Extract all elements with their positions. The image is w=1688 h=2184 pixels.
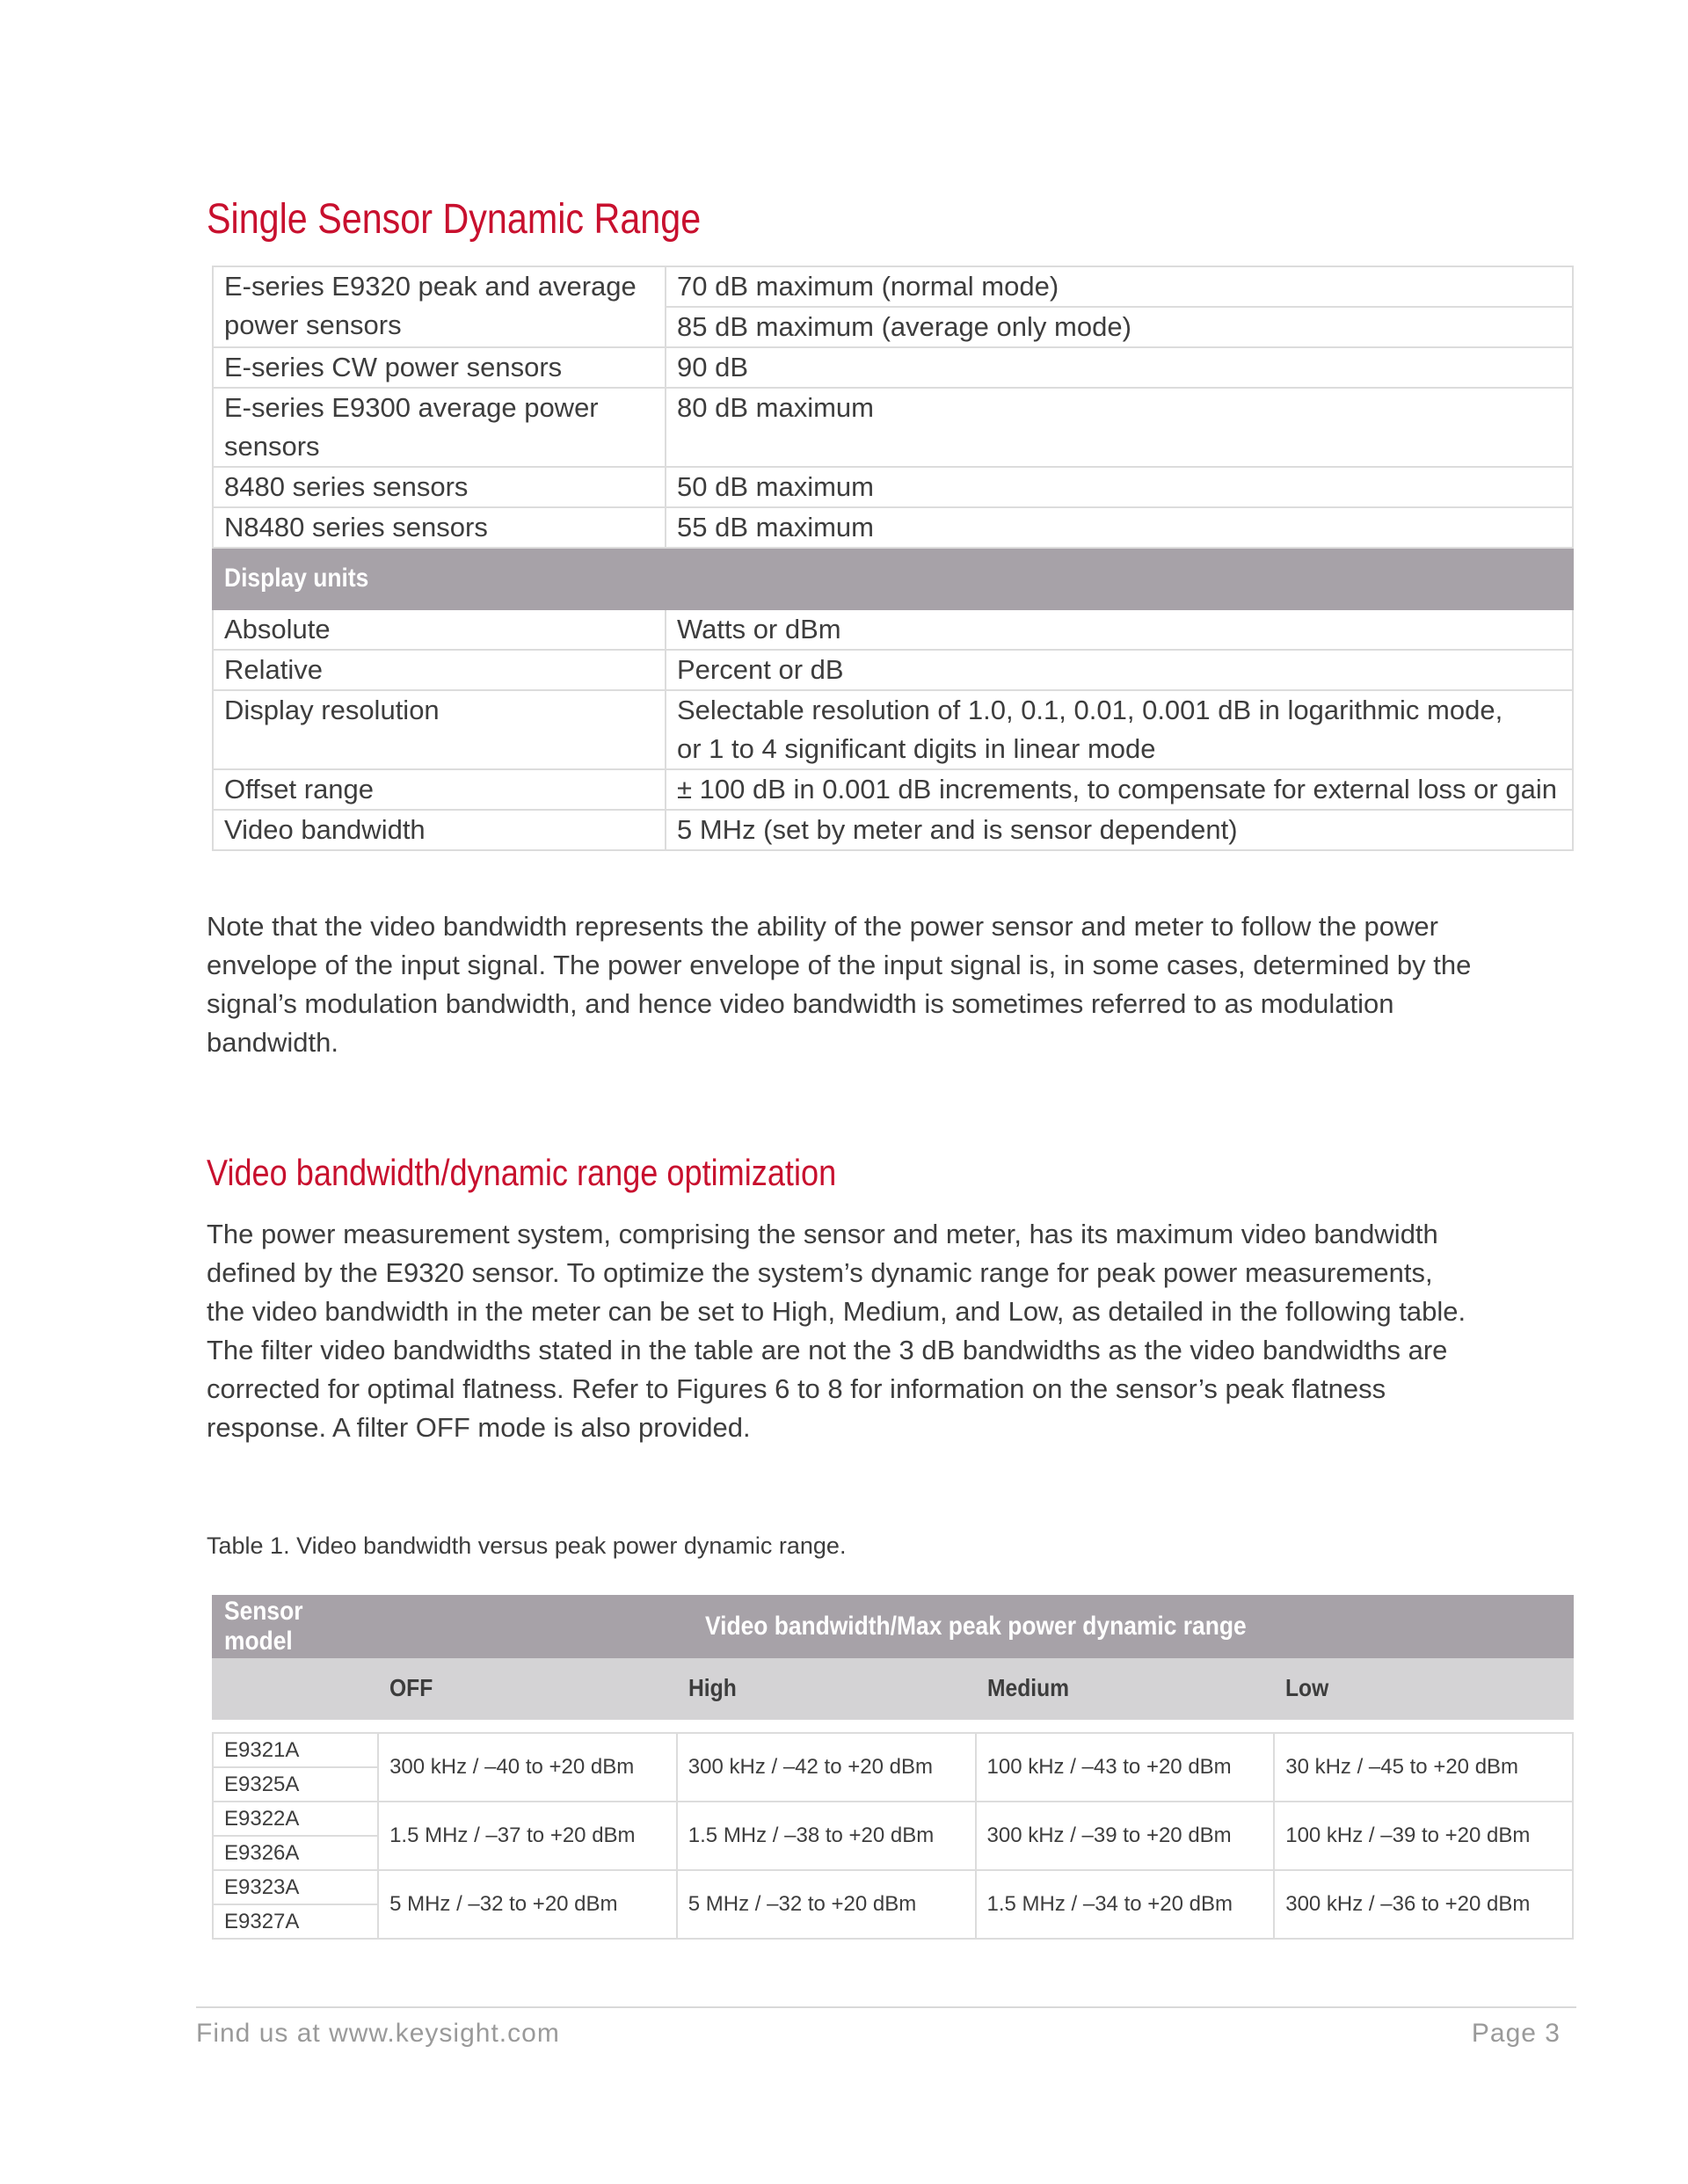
header-label: Video bandwidth/Max peak power dynamic range <box>704 1612 1247 1641</box>
footer-website: Find us at www.keysight.com <box>196 2019 560 2048</box>
header-cell <box>378 1596 1573 1657</box>
body-paragraph: The power measurement system, comprising the sensor and meter, has its maximum video bandwidth defined by the E9320 sensor. To optimize the system’s dynamic range for peak power measurements, the video bandwidth in the meter can be set to High, Medium, and Low, as detailed in the following table. The filter video bandwidths stated in the table are not the 3 dB bandwidths as the video bandwidths are corrected for optimal flatness. Refer to Figures 6 to 8 for information on the sensor’s peak flatness response. A filter OFF mode is also provided. <box>207 1219 1466 1443</box>
table-row <box>213 810 1573 850</box>
row-label: E-series CW power sensors <box>213 347 666 388</box>
model-name: E9327A <box>214 1904 377 1938</box>
table-row <box>213 1870 1573 1939</box>
subheader-cell <box>1274 1657 1573 1719</box>
row-label: Relative <box>213 650 666 690</box>
section-title: Single Sensor Dynamic Range <box>207 196 702 243</box>
row-label: Video bandwidth <box>213 810 666 850</box>
subheader-label: OFF <box>389 1674 433 1701</box>
table-row <box>213 690 1573 769</box>
row-value: 50 dB maximum <box>666 467 1573 507</box>
row-label: Absolute <box>213 609 666 650</box>
row-value <box>666 266 1573 347</box>
table-row <box>213 388 1573 467</box>
value-cell: 5 MHz / –32 to +20 dBm <box>677 1870 976 1939</box>
subheader-label: High <box>688 1674 737 1701</box>
section-title: Video bandwidth/dynamic range optimization <box>207 1152 837 1193</box>
note-paragraph: Note that the video bandwidth represents the ability of the power sensor and meter to follow the power envelope of the input signal. The power envelope of the input signal is, in some cases, determined by the signal’s modulation bandwidth, and hence video bandwidth is sometimes referred to as modulation bandwidth. <box>207 911 1472 1058</box>
table-row <box>213 609 1573 650</box>
table-row <box>213 769 1573 810</box>
table-row <box>213 507 1573 548</box>
header-cell <box>213 1596 378 1657</box>
value-cell: 1.5 MHz / –38 to +20 dBm <box>677 1802 976 1870</box>
table-row <box>213 347 1573 388</box>
section-header-label: Display units <box>224 564 369 593</box>
table-caption: Table 1. Video bandwidth versus peak power dynamic range. <box>207 1532 847 1559</box>
row-value: 80 dB maximum <box>666 388 1573 467</box>
row-value <box>666 690 1573 769</box>
subheader-label: Medium <box>986 1674 1069 1701</box>
model-name: E9326A <box>214 1835 377 1869</box>
value-cell: 300 kHz / –40 to +20 dBm <box>378 1733 677 1802</box>
value-cell: 1.5 MHz / –37 to +20 dBm <box>378 1802 677 1870</box>
model-name: E9325A <box>214 1766 377 1801</box>
value-cell: 1.5 MHz / –34 to +20 dBm <box>976 1870 1275 1939</box>
model-name: E9321A <box>224 1738 300 1762</box>
subheader-cell <box>677 1657 976 1719</box>
model-name: E9322A <box>224 1807 300 1831</box>
subheader-cell <box>378 1657 677 1719</box>
model-cell <box>213 1802 378 1870</box>
row-label: Display resolution <box>213 690 666 769</box>
row-value: 90 dB <box>666 347 1573 388</box>
table-header-row <box>213 1596 1573 1657</box>
table-subheader-row <box>213 1657 1573 1719</box>
table-row <box>213 467 1573 507</box>
footer-divider <box>196 2006 1576 2008</box>
value-line: 85 dB maximum (average only mode) <box>666 306 1572 346</box>
value-cell: 300 kHz / –36 to +20 dBm <box>1274 1870 1573 1939</box>
value-cell: 5 MHz / –32 to +20 dBm <box>378 1870 677 1939</box>
table-row <box>213 650 1573 690</box>
model-cell <box>213 1733 378 1802</box>
subheader-label: Low <box>1285 1674 1329 1701</box>
video-bandwidth-table <box>212 1595 1574 1940</box>
value-line: Selectable resolution of 1.0, 0.1, 0.01, 0.001 dB in logarithmic mode, <box>677 695 1503 725</box>
dynamic-range-table <box>212 266 1574 851</box>
value-cell: 300 kHz / –42 to +20 dBm <box>677 1733 976 1802</box>
table-row <box>213 1802 1573 1870</box>
row-value: Watts or dBm <box>666 609 1573 650</box>
value-line: or 1 to 4 significant digits in linear mode <box>677 733 1156 764</box>
row-label: E-series E9320 peak and average power sensors <box>213 266 666 347</box>
row-label: 8480 series sensors <box>213 467 666 507</box>
header-label: Sensor model <box>224 1597 303 1656</box>
subheader-cell <box>213 1657 378 1719</box>
table-row <box>213 1733 1573 1802</box>
table-row <box>213 266 1573 347</box>
row-label: E-series E9300 average power sensors <box>213 388 666 467</box>
row-label: Offset range <box>213 769 666 810</box>
value-cell: 30 kHz / –45 to +20 dBm <box>1274 1733 1573 1802</box>
spacer-cell <box>213 1719 1573 1733</box>
row-value: Percent or dB <box>666 650 1573 690</box>
value-cell: 100 kHz / –39 to +20 dBm <box>1274 1802 1573 1870</box>
page-number: Page 3 <box>1471 2019 1561 2048</box>
value-cell: 100 kHz / –43 to +20 dBm <box>976 1733 1275 1802</box>
section-header-cell <box>213 548 666 609</box>
model-cell <box>213 1870 378 1939</box>
model-name: E9323A <box>224 1875 300 1899</box>
section-header-cell <box>666 548 1573 609</box>
row-value: 5 MHz (set by meter and is sensor dependent) <box>666 810 1573 850</box>
value-cell: 300 kHz / –39 to +20 dBm <box>976 1802 1275 1870</box>
subheader-cell <box>976 1657 1275 1719</box>
row-label: N8480 series sensors <box>213 507 666 548</box>
table-section-header <box>213 548 1573 609</box>
row-value: 55 dB maximum <box>666 507 1573 548</box>
value-line: 70 dB maximum (normal mode) <box>677 271 1059 302</box>
spacer-row <box>213 1719 1573 1733</box>
row-value: ± 100 dB in 0.001 dB increments, to compensate for external loss or gain <box>666 769 1573 810</box>
